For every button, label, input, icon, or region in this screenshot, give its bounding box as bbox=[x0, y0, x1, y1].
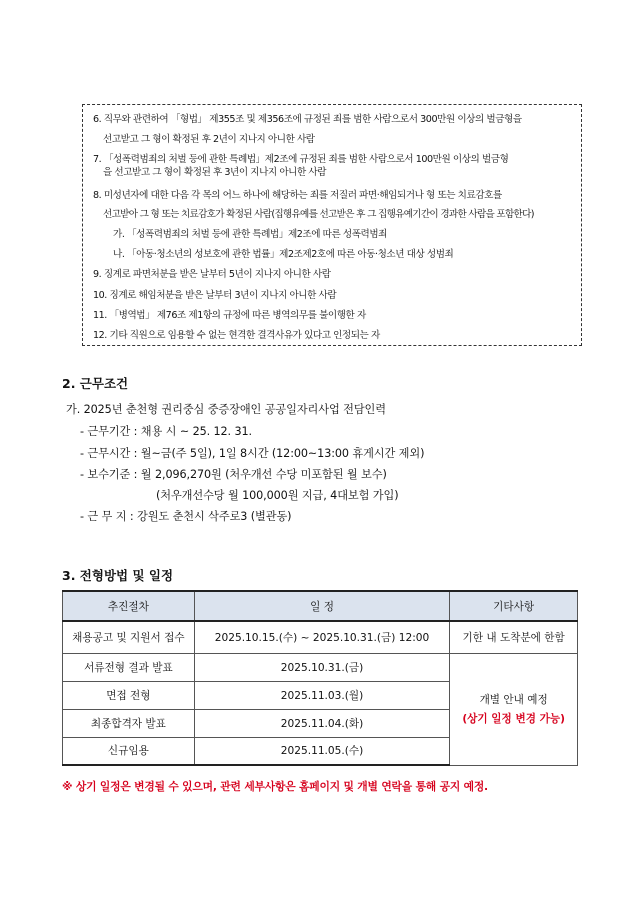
date-cell: 2025.10.15.(수) ~ 2025.10.31.(금) 12:00 bbox=[194, 621, 450, 653]
work-period: - 근무기간 : 채용 시 ~ 25. 12. 31. bbox=[80, 425, 252, 438]
dq-item-11: 11. 「병역법」 제76조 제1항의 규정에 따른 병역의무를 불이행한 자 bbox=[93, 310, 366, 321]
dq-item-8-b: 나. 「아동·청소년의 성보호에 관한 법률」제2조제2호에 따른 아동·청소년 대상 성범죄 bbox=[113, 249, 454, 260]
salary: - 보수기준 : 월 2,096,270원 (처우개선 수당 미포함된 월 보수) bbox=[80, 468, 387, 481]
dq-item-12: 12. 기타 직원으로 임용할 수 없는 현격한 결격사유가 있다고 인정되는 자 bbox=[93, 330, 380, 341]
dq-item-7-cont: 을 선고받고 그 형이 확정된 후 3년이 지나지 아니한 사람 bbox=[103, 167, 327, 178]
section-2-title: 2. 근무조건 bbox=[62, 376, 129, 391]
dq-item-8-cont: 선고받아 그 형 또는 치료감호가 확정된 사람(집행유예를 선고받은 후 그 집행유예기간이 경과한 사람을 포함한다) bbox=[103, 209, 534, 220]
schedule-notice: ※ 상기 일정은 변경될 수 있으며, 관련 세부사항은 홈페이지 및 개별 연락을 통해 공지 예정. bbox=[62, 780, 488, 793]
schedule-header-row bbox=[63, 591, 578, 621]
header-note: 기타사항 bbox=[450, 591, 578, 621]
dq-item-6-cont: 선고받고 그 형이 확정된 후 2년이 지나지 아니한 사람 bbox=[103, 134, 315, 145]
date-cell: 2025.11.05.(수) bbox=[194, 737, 450, 765]
date-cell: 2025.10.31.(금) bbox=[194, 653, 450, 681]
table-row bbox=[63, 653, 578, 681]
step-cell: 면접 전형 bbox=[63, 681, 195, 709]
step-cell: 채용공고 및 지원서 접수 bbox=[63, 621, 195, 653]
date-cell: 2025.11.04.(화) bbox=[194, 709, 450, 737]
work-location: - 근 무 지 : 강원도 춘천시 삭주로3 (별관동) bbox=[80, 510, 292, 523]
salary-note: (처우개선수당 월 100,000원 지급, 4대보험 가입) bbox=[156, 489, 399, 502]
section-3-title: 3. 전형방법 및 일정 bbox=[62, 568, 174, 583]
dq-item-10: 10. 징계로 해임처분을 받은 날부터 3년이 지나지 아니한 사람 bbox=[93, 290, 337, 301]
disqualification-box bbox=[82, 104, 582, 346]
merged-note-cell bbox=[450, 653, 578, 765]
header-date: 일 정 bbox=[194, 591, 450, 621]
dq-item-7: 7. 「성폭력범죄의 처벌 등에 관한 특례법」제2조에 규정된 죄를 범한 사람으로서 100만원 이상의 벌금형 bbox=[93, 154, 509, 165]
step-cell: 신규임용 bbox=[63, 737, 195, 765]
dq-item-6: 6. 직무와 관련하여 「형법」 제355조 및 제356조에 규정된 죄를 범한 사람으로서 300만원 이상의 벌금형을 bbox=[93, 114, 522, 125]
dq-item-8: 8. 미성년자에 대한 다음 각 목의 어느 하나에 해당하는 죄를 저질러 파면·해임되거나 형 또는 치료감호를 bbox=[93, 190, 502, 201]
note-cell: 기한 내 도착분에 한함 bbox=[450, 621, 578, 653]
schedule-table bbox=[62, 590, 578, 766]
merged-note: 개별 안내 예정 bbox=[479, 694, 548, 706]
step-cell: 서류전형 결과 발표 bbox=[63, 653, 195, 681]
table-row bbox=[63, 621, 578, 653]
date-cell: 2025.11.03.(월) bbox=[194, 681, 450, 709]
header-step: 추진절차 bbox=[63, 591, 195, 621]
dq-item-9: 9. 징계로 파면처분을 받은 날부터 5년이 지나지 아니한 사람 bbox=[93, 269, 331, 280]
dq-item-8-a: 가. 「성폭력범죄의 처벌 등에 관한 특례법」제2조에 따른 성폭력범죄 bbox=[113, 229, 387, 240]
step-cell: 최종합격자 발표 bbox=[63, 709, 195, 737]
merged-note-red: (상기 일정 변경 가능) bbox=[462, 713, 565, 725]
work-hours: - 근무시간 : 월~금(주 5일), 1일 8시간 (12:00~13:00 휴게시간 제외) bbox=[80, 447, 425, 460]
section-2-subtitle: 가. 2025년 춘천형 권리중심 중증장애인 공공일자리사업 전담인력 bbox=[66, 403, 386, 416]
